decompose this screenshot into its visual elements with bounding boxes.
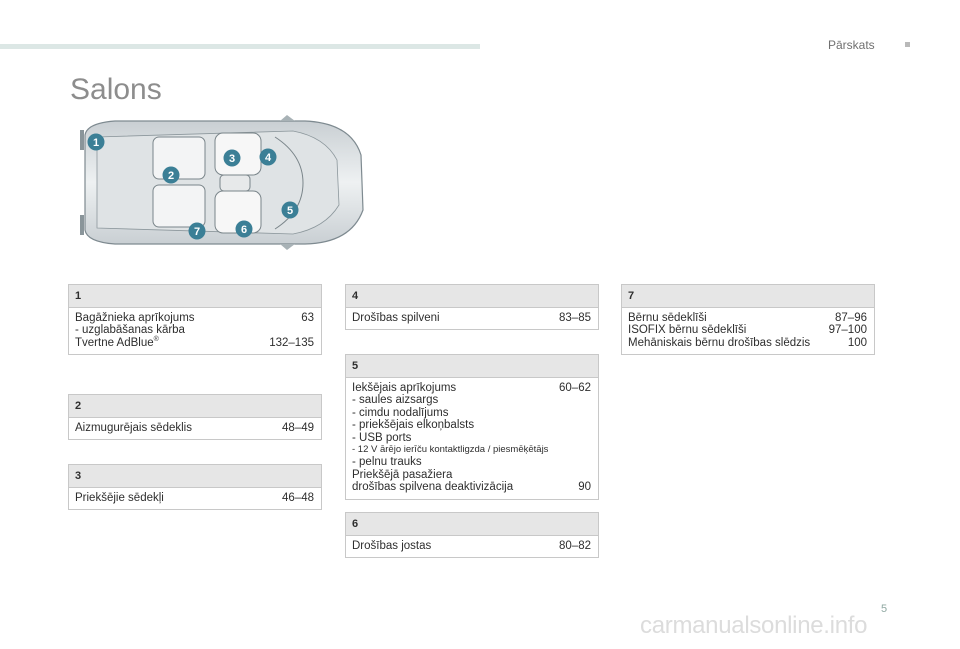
info-box-1 — [68, 284, 322, 355]
info-box-2 — [68, 394, 322, 440]
marker-1-icon — [87, 133, 105, 151]
box-number: 4 — [346, 285, 598, 308]
info-box-6 — [345, 512, 599, 558]
box-number: 7 — [622, 285, 874, 308]
list-item: Bagāžnieka aprīkojums 63 — [75, 312, 314, 324]
info-box-5 — [345, 354, 599, 500]
page-ref: 80–82 — [559, 540, 591, 552]
page-ref: 100 — [847, 336, 867, 349]
info-box-4 — [345, 284, 599, 330]
marker-3-icon — [223, 149, 241, 167]
header-bar — [0, 44, 480, 49]
info-box-7 — [621, 284, 875, 355]
list-item: Priekšējā pasažiera — [352, 468, 453, 481]
list-item: drošības spilvena deaktivizācija 90 — [352, 481, 591, 494]
list-item: Drošības jostas 80–82 — [352, 540, 591, 552]
marker-2-icon — [162, 166, 180, 184]
page-ref: 83–85 — [559, 312, 591, 324]
page-ref: 60–62 — [559, 382, 591, 394]
info-box-3 — [68, 464, 322, 510]
section-marker — [905, 42, 910, 47]
list-item: - pelnu trauks — [352, 456, 422, 469]
box-number: 3 — [69, 465, 321, 488]
list-item: Mehāniskais bērnu drošības slēdzis 100 — [628, 336, 867, 349]
page-ref: 87–96 — [835, 312, 867, 324]
page-ref: 90 — [578, 481, 591, 494]
list-item: Tvertne AdBlue® 132–135 — [75, 335, 314, 349]
svg-text:6: 6 — [240, 224, 248, 236]
list-item: Bērnu sēdeklīši 87–96 — [628, 312, 867, 324]
marker-4-icon — [259, 148, 277, 166]
list-item: Drošības spilveni 83–85 — [352, 312, 591, 324]
list-item: Aizmugurējais sēdeklis 48–49 — [75, 422, 314, 434]
box-number: 6 — [346, 513, 598, 536]
list-item: - saules aizsargs — [352, 394, 439, 407]
box-number: 5 — [346, 355, 598, 378]
page-ref: 48–49 — [282, 422, 314, 434]
svg-text:5: 5 — [286, 205, 294, 217]
list-item: Iekšējais aprīkojums 60–62 — [352, 382, 591, 394]
list-item: - uzglabāšanas kārba — [75, 324, 185, 337]
page-ref: 132–135 — [269, 336, 314, 349]
list-item: - priekšējais elkoņbalsts — [352, 419, 475, 432]
svg-text:7: 7 — [193, 226, 201, 238]
page-ref: 63 — [301, 312, 314, 324]
watermark: carmanualsonline.info — [640, 612, 868, 639]
page-number: 5 — [881, 603, 888, 615]
marker-6-icon — [235, 220, 253, 238]
marker-7-icon — [188, 222, 206, 240]
page-ref: 97–100 — [828, 324, 867, 337]
list-item: Priekšējie sēdekļi 46–48 — [75, 492, 314, 504]
section-name: Pārskats — [828, 38, 875, 52]
list-item: - cimdu nodalījums — [352, 406, 449, 419]
list-item: - USB ports — [352, 431, 412, 444]
svg-text:3: 3 — [228, 153, 236, 165]
svg-text:1: 1 — [92, 137, 100, 149]
page-title: Salons — [70, 73, 162, 106]
car-interior-diagram — [75, 115, 367, 250]
list-item: ISOFIX bērnu sēdeklīši 97–100 — [628, 324, 867, 337]
svg-text:4: 4 — [264, 152, 272, 164]
svg-text:2: 2 — [167, 170, 175, 182]
list-item: - 12 V ārējo ierīču kontaktligzda / piesmēķētājs — [352, 444, 549, 456]
page-ref: 46–48 — [282, 492, 314, 504]
marker-5-icon — [281, 201, 299, 219]
box-number: 1 — [69, 285, 321, 308]
box-number: 2 — [69, 395, 321, 418]
